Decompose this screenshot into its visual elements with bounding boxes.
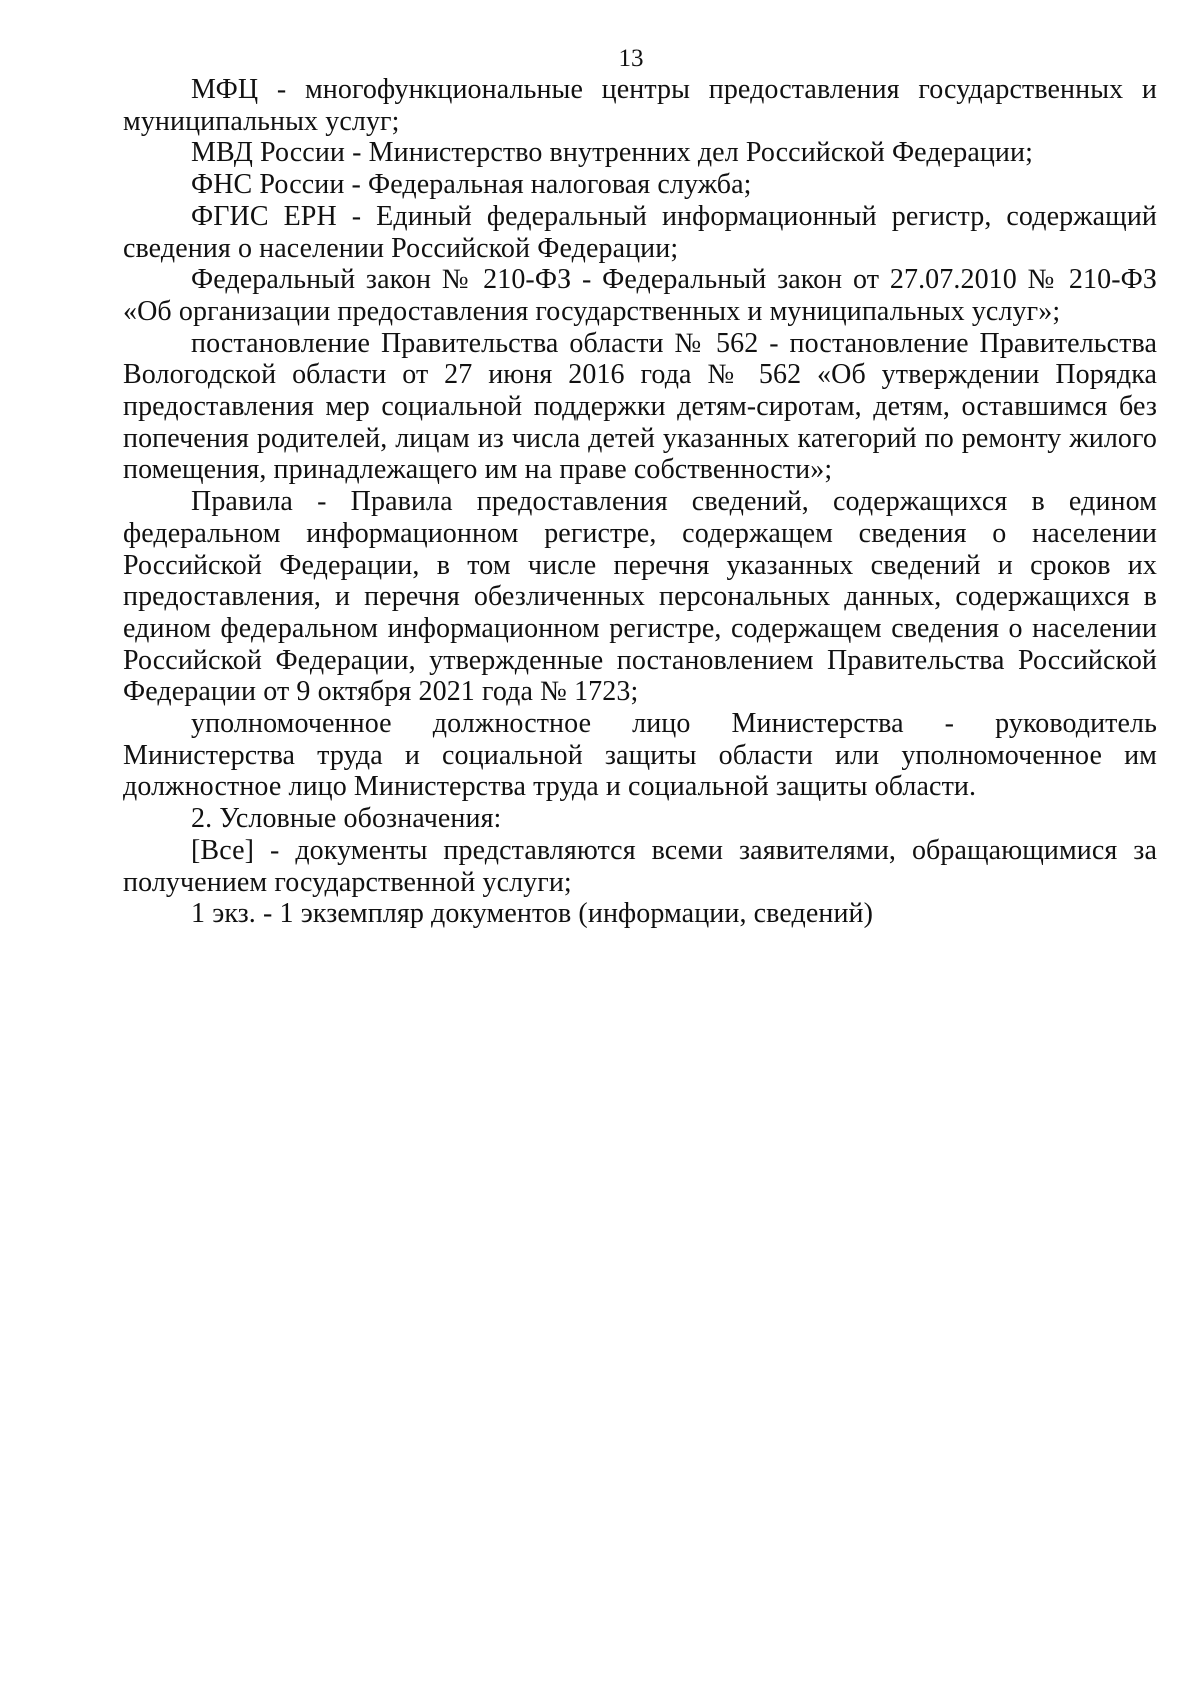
page-number: 13 — [618, 45, 644, 72]
paragraph-all-applicants-symbol: [Все] - документы представляются всеми заявителями, обращающимися за получением государственной услуги; — [123, 834, 1157, 898]
paragraph-federal-law-definition: Федеральный закон № 210-ФЗ - Федеральный закон от 27.07.2010 № 210-ФЗ «Об организации предоставления государственных и муниципальных услуг»; — [123, 264, 1157, 327]
section-heading-symbols: 2. Условные обозначения: — [191, 803, 502, 835]
paragraph-authorized-official-definition: уполномоченное должностное лицо Министерства - руководитель Министерства труда и социальной защиты области или уполномоченное им должностное лицо Министерства труда и социальной защиты области. — [123, 708, 1157, 803]
document-body — [123, 74, 1157, 930]
paragraph-copy-symbol: 1 экз. - 1 экземпляр документов (информации, сведений) — [191, 898, 874, 930]
paragraph-rules-definition: Правила - Правила предоставления сведений, содержащихся в едином федеральном информационном регистре, содержащем сведения о населении Российской Федерации, в том числе перечня указанных сведений и сроков их предоставления, и перечня обезличенных персональных данных, содержащихся в едином федеральном информационном регистре, содержащем сведения о населении Российской Федерации, утвержденные постановлением Правительства Российской Федерации от 9 октября 2021 года № 1723; — [123, 486, 1157, 708]
paragraph-fgis-ern-definition: ФГИС ЕРН - Единый федеральный информационный регистр, содержащий сведения о населении Российской Федерации; — [123, 200, 1157, 264]
paragraph-resolution-562-definition: постановление Правительства области № 562 - постановление Правительства Вологодской области от 27 июня 2016 года № 562 «Об утверждении Порядка предоставления мер социальной поддержки детям-сиротам, детям, оставшимся без попечения родителей, лицам из числа детей указанных категорий по ремонту жилого помещения, принадлежащего им на праве собственности»; — [123, 327, 1157, 486]
paragraph-mfc-definition: МФЦ - многофункциональные центры предоставления государственных и муниципальных услуг; — [123, 74, 1157, 137]
paragraph-mvd-definition: МВД России - Министерство внутренних дел Российской Федерации; — [191, 137, 1033, 169]
paragraph-fns-definition: ФНС России - Федеральная налоговая служба; — [191, 169, 752, 201]
